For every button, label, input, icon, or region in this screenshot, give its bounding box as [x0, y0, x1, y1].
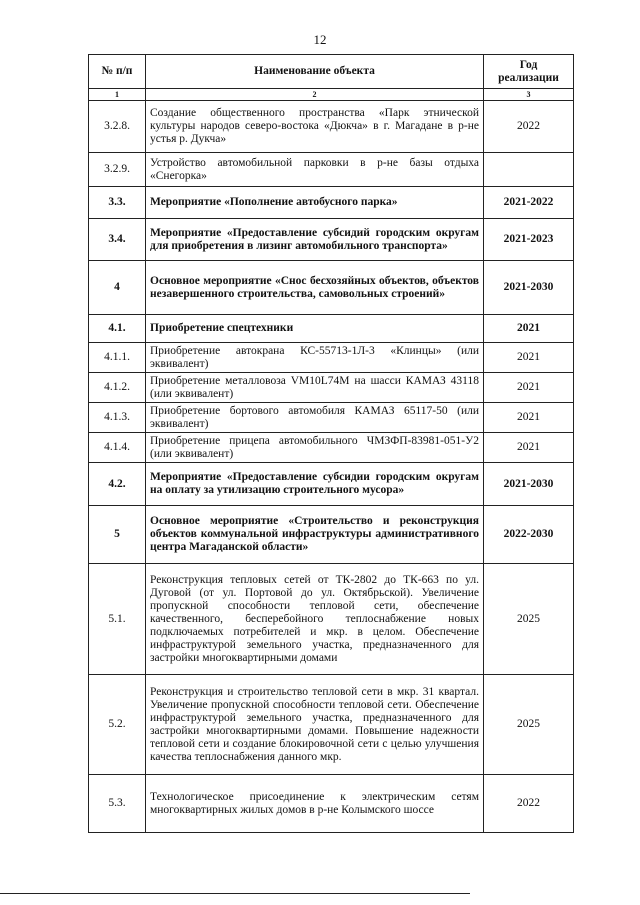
column-index: 1 — [89, 89, 146, 101]
implementation-year — [484, 153, 574, 187]
row-number: 4.2. — [89, 463, 146, 506]
column-index: 2 — [146, 89, 484, 101]
object-name: Приобретение металловоза VM10L74M на шасси КАМАЗ 43118 (или эквивалент) — [146, 373, 484, 403]
object-name: Мероприятие «Предоставление субсидий городским округам для приобретения в лизинг автомобильного транспорта» — [146, 219, 484, 261]
object-name: Приобретение спецтехники — [146, 315, 484, 343]
row-number: 4.1.3. — [89, 403, 146, 433]
table-row — [89, 403, 574, 433]
object-name: Создание общественного пространства «Парк этнической культуры народов северо-востока «Дюкча» в г. Магадане в р-не устья р. Дукча» — [146, 101, 484, 153]
implementation-year: 2021 — [484, 343, 574, 373]
footer-rule — [0, 893, 470, 894]
object-name: Мероприятие «Пополнение автобусного парка» — [146, 187, 484, 219]
table-row — [89, 564, 574, 675]
table-row — [89, 433, 574, 463]
row-number: 5.1. — [89, 564, 146, 675]
header-num: № п/п — [89, 55, 146, 89]
header-year: Год реализации — [484, 55, 574, 89]
table-row — [89, 463, 574, 506]
implementation-year: 2021-2022 — [484, 187, 574, 219]
implementation-year: 2022 — [484, 101, 574, 153]
table-row — [89, 187, 574, 219]
column-index-row — [89, 89, 574, 101]
object-name: Приобретение автокрана КС-55713-1Л-3 «Клинцы» (или эквивалент) — [146, 343, 484, 373]
table-row — [89, 343, 574, 373]
implementation-year: 2021-2023 — [484, 219, 574, 261]
implementation-year: 2025 — [484, 675, 574, 775]
objects-table — [88, 54, 574, 833]
row-number: 5.3. — [89, 775, 146, 833]
object-name: Мероприятие «Предоставление субсидии городским округам на оплату за утилизацию строительного мусора» — [146, 463, 484, 506]
object-name: Устройство автомобильной парковки в р-не базы отдыха «Снегорка» — [146, 153, 484, 187]
row-number: 3.2.8. — [89, 101, 146, 153]
row-number: 4.1.4. — [89, 433, 146, 463]
row-number: 5.2. — [89, 675, 146, 775]
implementation-year: 2021-2030 — [484, 261, 574, 315]
table-header-row — [89, 55, 574, 89]
table-row — [89, 101, 574, 153]
object-name: Основное мероприятие «Строительство и реконструкция объектов коммунальной инфраструктуры административного центра Магаданской области» — [146, 506, 484, 564]
implementation-year: 2021 — [484, 433, 574, 463]
table-row — [89, 315, 574, 343]
table-row — [89, 775, 574, 833]
table-row — [89, 373, 574, 403]
row-number: 4.1.2. — [89, 373, 146, 403]
table-row — [89, 506, 574, 564]
column-index: 3 — [484, 89, 574, 101]
row-number: 3.3. — [89, 187, 146, 219]
table-row — [89, 153, 574, 187]
object-name: Основное мероприятие «Снос бесхозяйных объектов, объектов незавершенного строительства, самовольных строений» — [146, 261, 484, 315]
table-row — [89, 219, 574, 261]
row-number: 3.2.9. — [89, 153, 146, 187]
implementation-year: 2021 — [484, 373, 574, 403]
implementation-year: 2022 — [484, 775, 574, 833]
object-name: Реконструкция тепловых сетей от ТК-2802 до ТК-663 по ул. Дуговой (от ул. Портовой до ул. Октябрьской). Увеличение пропускной способности тепловой сети, обеспечение качественного, бесперебойного теплоснабжение новых подключаемых потребителей и мкр. в целом. Обеспечение инфраструктурой земельного участка, предназначенного для застройки многоквартирными домами — [146, 564, 484, 675]
header-name: Наименование объекта — [146, 55, 484, 89]
implementation-year: 2021-2030 — [484, 463, 574, 506]
implementation-year: 2025 — [484, 564, 574, 675]
implementation-year: 2021 — [484, 403, 574, 433]
page-number: 12 — [313, 32, 327, 47]
row-number: 4 — [89, 261, 146, 315]
table-row — [89, 675, 574, 775]
object-name: Приобретение бортового автомобиля КАМАЗ 65117-50 (или эквивалент) — [146, 403, 484, 433]
object-name: Технологическое присоединение к электрическим сетям многоквартирных жилых домов в р-не Колымского шоссе — [146, 775, 484, 833]
object-name: Приобретение прицепа автомобильного ЧМЗФП-83981-051-У2 (или эквивалент) — [146, 433, 484, 463]
table-row — [89, 261, 574, 315]
row-number: 3.4. — [89, 219, 146, 261]
implementation-year: 2022-2030 — [484, 506, 574, 564]
row-number: 5 — [89, 506, 146, 564]
object-name: Реконструкция и строительство тепловой сети в мкр. 31 квартал. Увеличение пропускной способности тепловой сети. Обеспечение инфраструктурой земельного участка, предназначенного для застройки многоквартирными домами. Повышение надежности тепловой сети и создание блокировочной сети с целью улучшения качества теплоснабжения данного мкр. — [146, 675, 484, 775]
row-number: 4.1. — [89, 315, 146, 343]
implementation-year: 2021 — [484, 315, 574, 343]
row-number: 4.1.1. — [89, 343, 146, 373]
